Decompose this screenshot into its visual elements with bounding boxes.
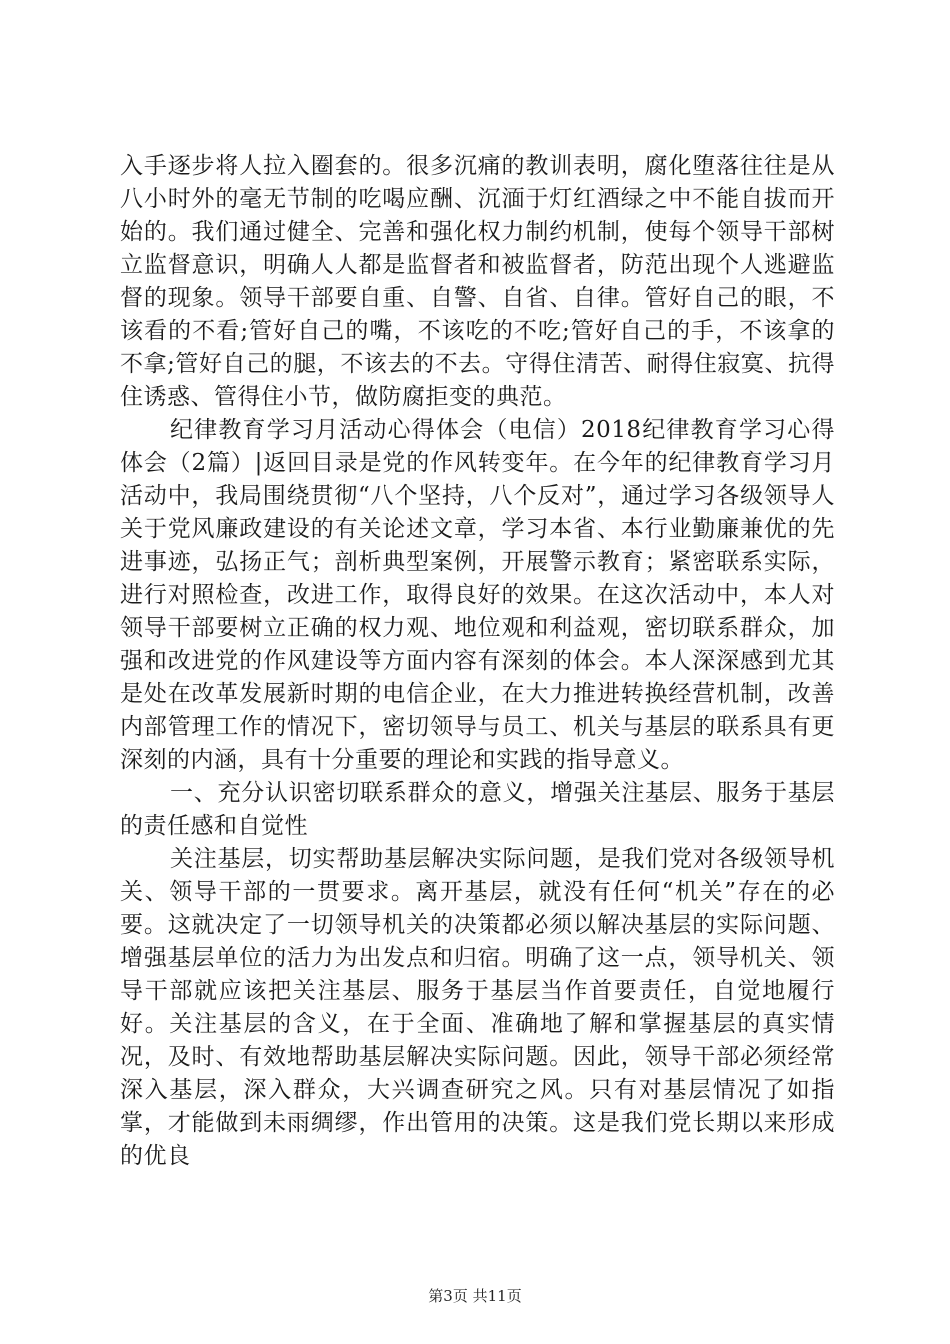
- section-heading: 一、充分认识密切联系群众的意义，增强关注基层、服务于基层的责任感和自觉性: [120, 780, 835, 839]
- paragraph-3: 关注基层，切实帮助基层解决实际问题，是我们党对各级领导机关、领导干部的一贯要求。离开基层，就没有任何“机关”存在的必要。这就决定了一切领导机关的决策都必须以解决基层的实际问题、增强基层单位的活力为出发点和归宿。明确了这一点，领导机关、领导干部就应该把关注基层、服务于基层当作首要责任，自觉地履行好。关注基层的含义，在于全面、准确地了解和掌握基层的真实情况，及时、有效地帮助基层解决实际问题。因此，领导干部必须经常深入基层，深入群众，大兴调查研究之风。只有对基层情况了如指掌，才能做到未雨绸缪，作出管用的决策。这是我们党长期以来形成的优良: [120, 846, 835, 1169]
- page-number-footer: 第3页 共11页: [428, 1287, 522, 1305]
- document-body: [120, 150, 835, 1173]
- paragraph-1: 入手逐步将人拉入圈套的。很多沉痛的教训表明，腐化堕落往往是从八小时外的毫无节制的吃喝应酬、沉湎于灯红酒绿之中不能自拔而开始的。我们通过健全、完善和强化权力制约机制，使每个领导干部树立监督意识，明确人人都是监督者和被监督者，防范出现个人逃避监督的现象。领导干部要自重、自警、自省、自律。管好自己的眼，不该看的不看;管好自己的嘴，不该吃的不吃;管好自己的手，不该拿的不拿;管好自己的腿，不该去的不去。守得住清苦、耐得住寂寞、抗得住诱惑、管得住小节，做防腐拒变的典范。: [120, 153, 835, 410]
- paragraph-2: 纪律教育学习月活动心得体会（电信）2018纪律教育学习心得体会（2篇）|返回目录是党的作风转变年。在今年的纪律教育学习月活动中，我局围绕贯彻“八个坚持，八个反对”，通过学习各级领导人关于党风廉政建设的有关论述文章，学习本省、本行业勤廉兼优的先进事迹，弘扬正气；剖析典型案例，开展警示教育；紧密联系实际，进行对照检查，改进工作，取得良好的效果。在这次活动中，本人对领导干部要树立正确的权力观、地位观和利益观，密切联系群众，加强和改进党的作风建设等方面内容有深刻的体会。本人深深感到尤其是处在改革发展新时期的电信企业，在大力推进转换经营机制，改善内部管理工作的情况下，密切领导与员工、机关与基层的联系具有更深刻的内涵，具有十分重要的理论和实践的指导意义。: [120, 417, 835, 773]
